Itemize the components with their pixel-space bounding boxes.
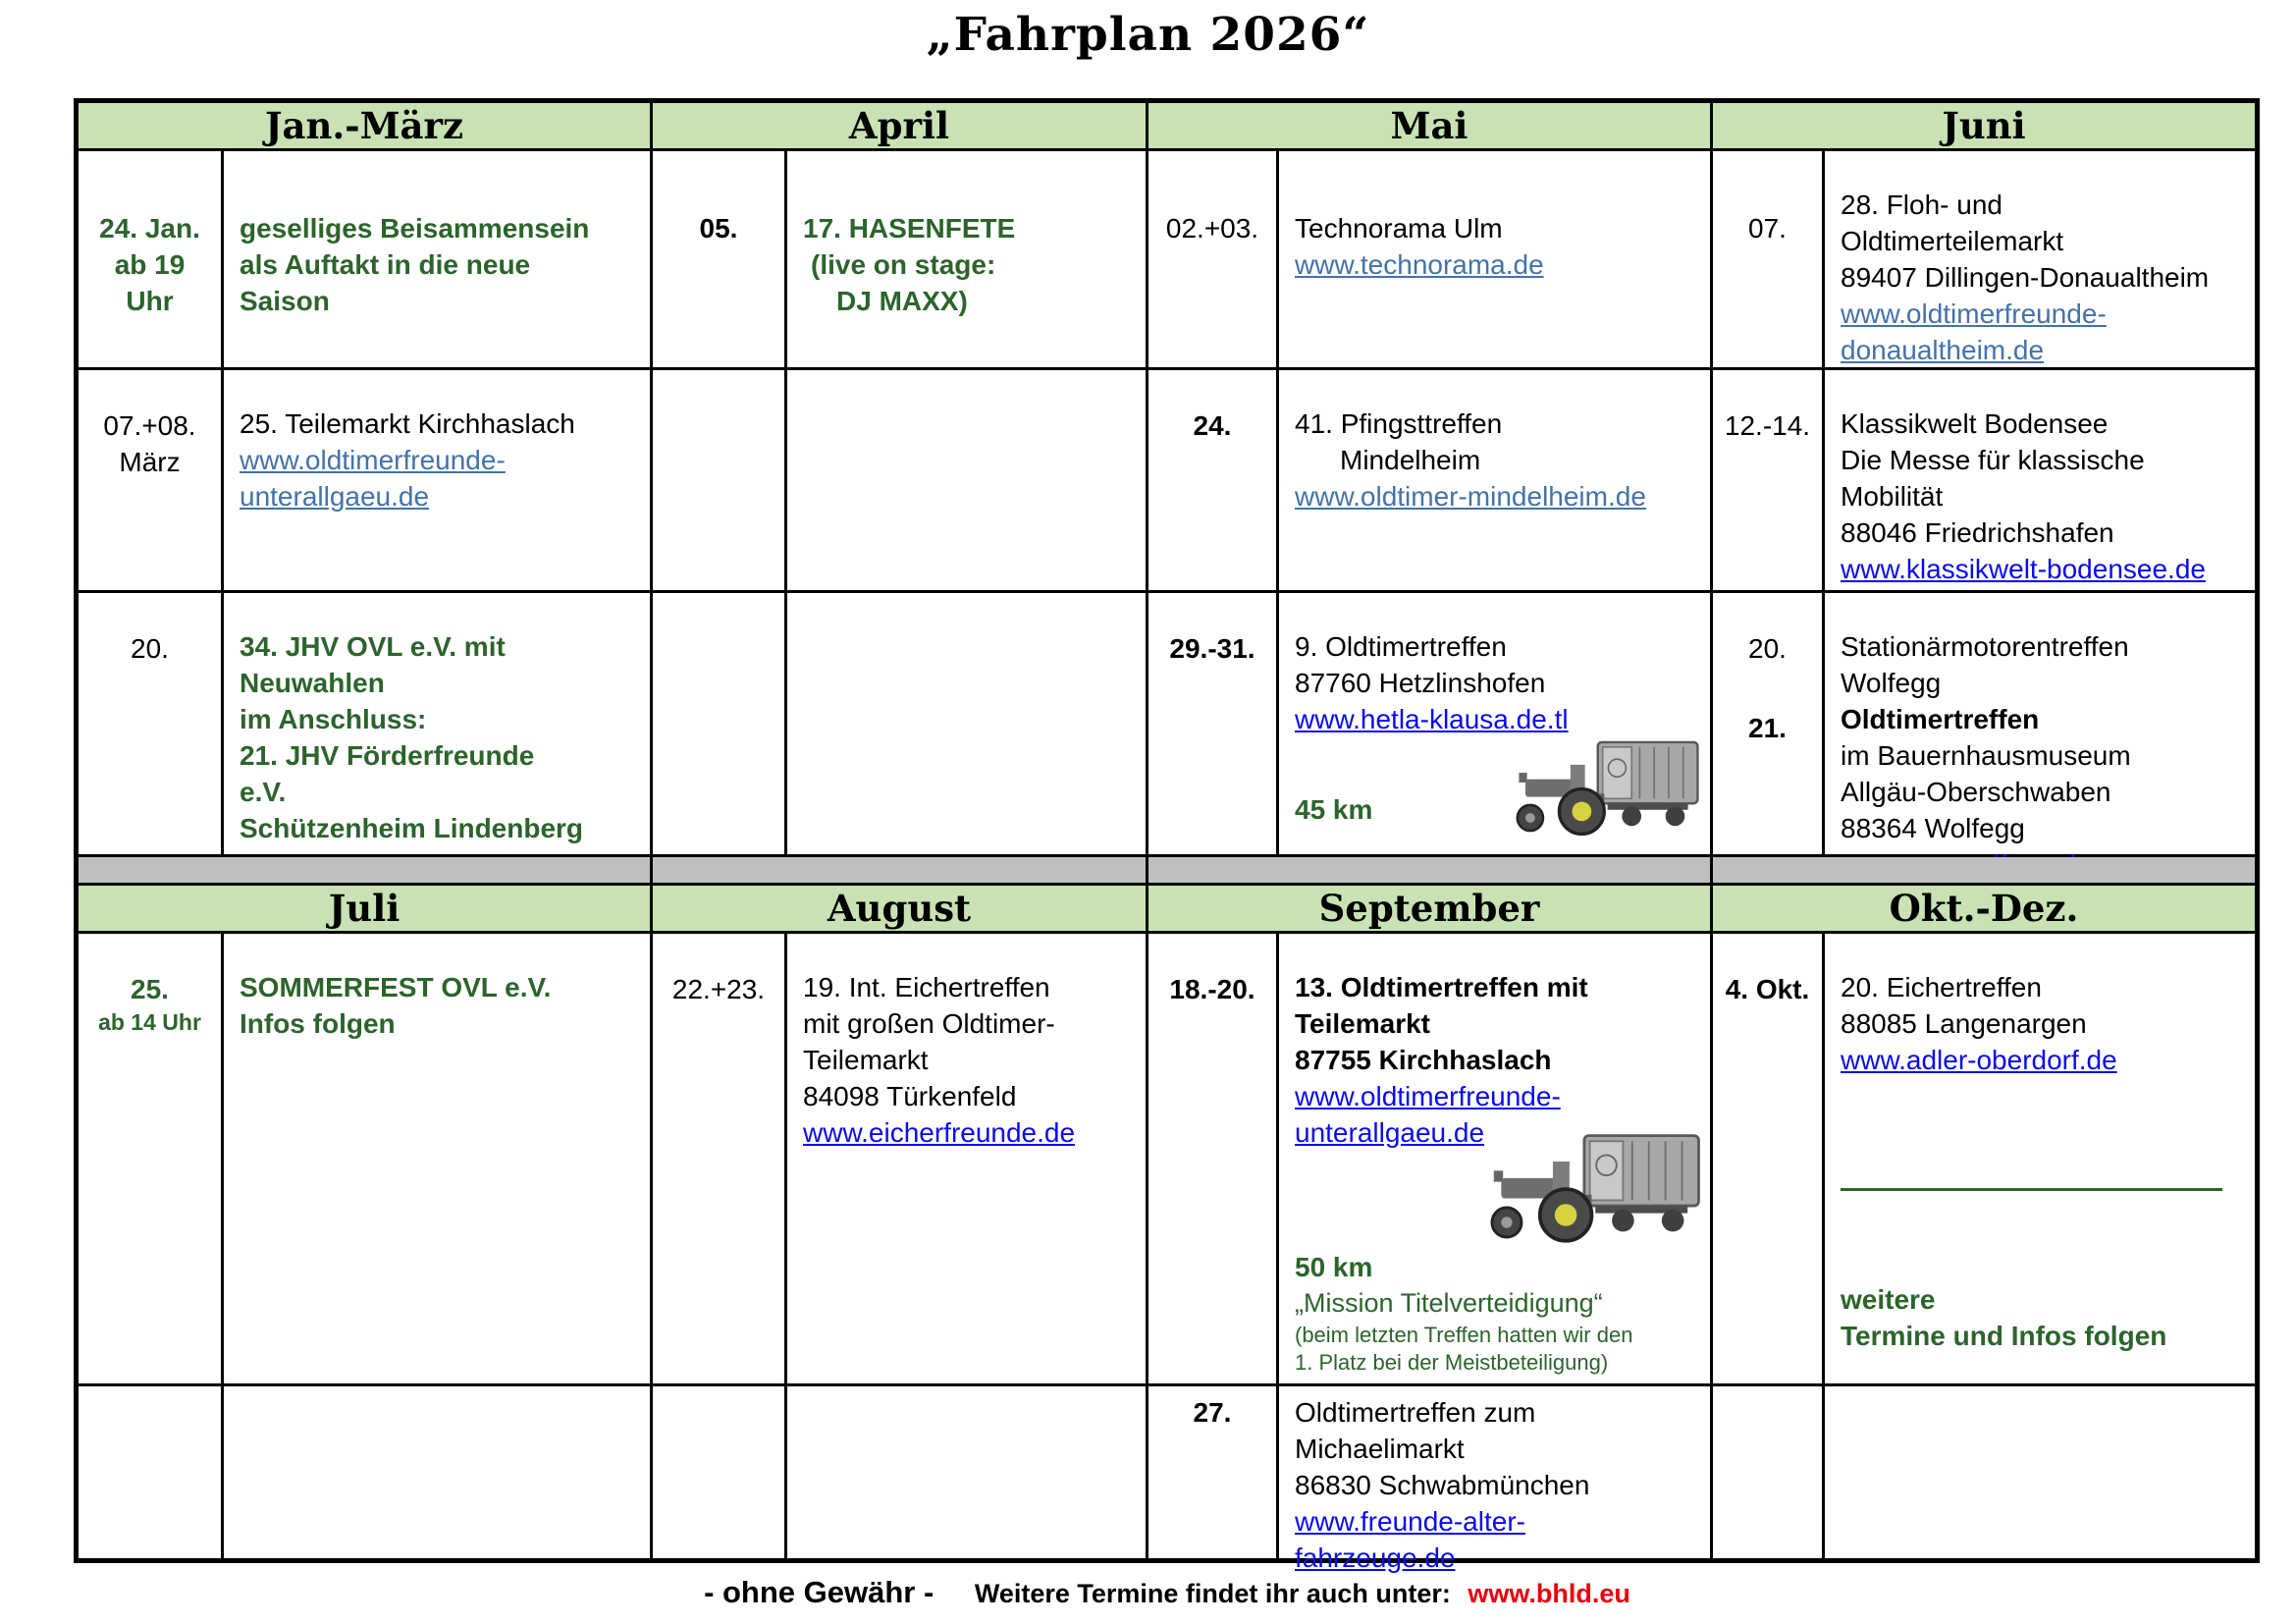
event-text: im Bauernhausmuseum — [1841, 740, 2131, 771]
footer-link[interactable]: www.bhld.eu — [1468, 1579, 1630, 1608]
date-cell — [1713, 370, 1822, 590]
event-text: Oldtimerteilemarkt — [1841, 226, 2064, 256]
separator-band — [1148, 857, 1710, 883]
event-date: ab 19 — [114, 249, 186, 280]
event-text: Klassikwelt Bodensee — [1841, 408, 2109, 439]
separator-band — [79, 857, 650, 883]
event-cell — [1279, 934, 1710, 1383]
divider-line — [1841, 1188, 2222, 1191]
event-link[interactable]: www.klassikwelt-bodensee.de — [1841, 554, 2206, 584]
event-date: 27. — [1193, 1397, 1232, 1428]
event-date: Uhr — [126, 286, 174, 316]
date-cell — [1713, 151, 1822, 367]
event-date: 05. — [699, 213, 738, 244]
event-text: Teilemarkt — [1295, 1008, 1430, 1039]
event-text: Neuwahlen — [240, 668, 385, 698]
date-cell — [653, 934, 784, 1383]
event-text: Technorama Ulm — [1295, 213, 1503, 244]
separator-band — [1713, 857, 2255, 883]
event-date: 18.-20. — [1169, 974, 1255, 1004]
event-text: geselliges Beisammensein — [240, 213, 590, 244]
empty-cell — [653, 1386, 784, 1558]
page-title: „Fahrplan 2026“ — [926, 8, 1370, 62]
event-text: Stationärmotorentreffen — [1841, 631, 2129, 662]
event-date: 29.-31. — [1169, 633, 1255, 664]
month-header-okt-dez: Okt.-Dez. — [1713, 886, 2255, 931]
event-text: 20. Eichertreffen — [1841, 972, 2042, 1002]
event-link[interactable]: fahrzeuge.de — [1295, 1543, 1456, 1573]
date-cell — [79, 370, 221, 590]
empty-cell — [787, 1386, 1146, 1558]
empty-cell — [787, 593, 1146, 854]
event-cell — [1825, 370, 2255, 590]
schedule-table — [74, 98, 2260, 1573]
event-text: als Auftakt in die neue — [240, 249, 531, 280]
event-text: Michaelimarkt — [1295, 1434, 1465, 1464]
event-link[interactable]: unterallgaeu.de — [240, 481, 430, 512]
date-cell — [1148, 151, 1276, 367]
event-cell — [224, 593, 650, 854]
event-text: Saison — [240, 286, 330, 316]
date-cell — [79, 593, 221, 854]
event-text: 88364 Wolfegg — [1841, 813, 2025, 843]
empty-cell — [79, 1386, 221, 1558]
event-text: Mobilität — [1841, 481, 1944, 512]
month-header-jan-maerz: Jan.-März — [79, 103, 650, 148]
footer-more-text: Weitere Termine findet ihr auch unter: — [974, 1579, 1451, 1608]
event-text: 9. Oldtimertreffen — [1295, 631, 1507, 662]
date-cell — [1148, 934, 1276, 1383]
event-link[interactable]: www.oldtimerfreunde- — [1841, 298, 2107, 329]
event-cell — [1825, 151, 2255, 367]
event-text: 88046 Friedrichshafen — [1841, 517, 2114, 548]
event-text: 13. Oldtimertreffen mit — [1295, 972, 1588, 1002]
empty-cell — [1713, 1386, 1822, 1558]
month-header-mai: Mai — [1148, 103, 1710, 148]
event-date: 25. — [131, 974, 169, 1004]
event-link[interactable]: www.oldtimerfreunde- — [240, 445, 506, 475]
event-cell — [224, 370, 650, 590]
event-cell — [1279, 593, 1710, 854]
event-text: 50 km — [1295, 1252, 1373, 1282]
event-text: Oldtimertreffen — [1841, 704, 2040, 734]
event-date: 20. — [131, 633, 169, 664]
event-text: 19. Int. Eichertreffen — [803, 972, 1050, 1002]
event-link[interactable]: www.freunde-alter- — [1295, 1506, 1525, 1537]
event-text: 1. Platz bei der Meistbeteiligung) — [1295, 1350, 1609, 1375]
event-link[interactable]: www.eicherfreunde.de — [803, 1117, 1076, 1148]
month-header-september: September — [1148, 886, 1710, 931]
month-header-april: April — [653, 103, 1146, 148]
event-date: 07.+08. — [103, 410, 196, 441]
event-text: (beim letzten Treffen hatten wir den — [1295, 1323, 1633, 1347]
event-text: 89407 Dillingen-Donaualtheim — [1841, 262, 2210, 293]
event-cell — [1825, 934, 2255, 1383]
event-date: 12.-14. — [1724, 410, 1811, 441]
event-text: 86830 Schwabmünchen — [1295, 1470, 1590, 1500]
empty-cell — [224, 1386, 650, 1558]
event-text: DJ MAXX) — [836, 286, 968, 316]
empty-cell — [653, 370, 784, 590]
event-cell — [1279, 151, 1710, 367]
event-link[interactable]: www.hetla-klausa.de.tl — [1295, 704, 1569, 734]
event-date: März — [119, 447, 181, 477]
event-text: Wolfegg — [1841, 668, 1942, 698]
event-text: 34. JHV OVL e.V. mit — [240, 631, 506, 662]
tractor-trailer-image — [1503, 737, 1704, 846]
event-cell — [787, 934, 1146, 1383]
event-text: SOMMERFEST OVL e.V. — [240, 972, 552, 1002]
empty-cell — [787, 370, 1146, 590]
event-link[interactable]: www.technorama.de — [1295, 249, 1544, 280]
date-cell — [79, 934, 221, 1383]
date-cell — [1148, 1386, 1276, 1558]
disclaimer-text: - ohne Gewähr - — [704, 1575, 934, 1609]
event-date: 24. — [1193, 410, 1232, 441]
event-text: Die Messe für klassische — [1841, 445, 2145, 475]
event-date: 20. — [1748, 633, 1787, 664]
event-date: 21. — [1748, 713, 1787, 743]
event-text: 28. Floh- und — [1841, 189, 2002, 220]
date-cell — [1148, 370, 1276, 590]
event-date: 02.+03. — [1165, 213, 1259, 244]
event-text: Mindelheim — [1340, 445, 1481, 475]
event-text: (live on stage: — [811, 249, 996, 280]
separator-band — [653, 857, 1146, 883]
event-date: 24. Jan. — [99, 213, 200, 244]
tractor-trailer-image — [1475, 1130, 1706, 1255]
event-link[interactable]: www.oldtimer-mindelheim.de — [1295, 481, 1646, 512]
event-text: „Mission Titelverteidigung“ — [1295, 1288, 1603, 1318]
event-date: ab 14 Uhr — [98, 1009, 201, 1035]
event-text: mit großen Oldtimer- — [803, 1008, 1055, 1039]
event-link[interactable]: www.oldtimerfreunde- — [1295, 1081, 1561, 1111]
event-date: 07. — [1748, 213, 1787, 244]
date-cell — [1148, 593, 1276, 854]
event-text: 84098 Türkenfeld — [803, 1081, 1017, 1111]
empty-cell — [1825, 1386, 2255, 1558]
event-text: Infos folgen — [240, 1008, 396, 1039]
empty-cell — [653, 593, 784, 854]
event-text: Oldtimertreffen zum — [1295, 1397, 1536, 1428]
event-cell — [1825, 593, 2255, 854]
event-text: Teilemarkt — [803, 1045, 929, 1075]
event-cell — [1279, 370, 1710, 590]
footer — [74, 1575, 2261, 1610]
event-cell — [224, 151, 650, 367]
event-text: 87755 Kirchhaslach — [1295, 1045, 1552, 1075]
date-cell — [1713, 934, 1822, 1383]
event-link[interactable]: donaualtheim.de — [1841, 335, 2045, 365]
event-date: 22.+23. — [671, 974, 766, 1004]
date-cell — [653, 151, 784, 367]
event-cell — [224, 934, 650, 1383]
event-text: 21. JHV Förderfreunde — [240, 740, 535, 771]
event-link[interactable]: unterallgaeu.de — [1295, 1117, 1485, 1148]
event-text: 88085 Langenargen — [1841, 1008, 2087, 1039]
event-cell — [787, 151, 1146, 367]
month-header-august: August — [653, 886, 1146, 931]
event-text: weitere — [1841, 1284, 1936, 1315]
event-text: Allgäu-Oberschwaben — [1841, 777, 2111, 807]
event-link[interactable]: www.adler-oberdorf.de — [1841, 1045, 2117, 1075]
event-text: 87760 Hetzlinshofen — [1295, 668, 1546, 698]
event-cell — [1279, 1386, 1710, 1573]
event-text: 17. HASENFETE — [803, 213, 1016, 244]
date-cell — [79, 151, 221, 367]
event-date: 4. Okt. — [1725, 974, 1810, 1004]
event-text: e.V. — [240, 777, 287, 807]
event-text: im Anschluss: — [240, 704, 427, 734]
month-header-juni: Juni — [1713, 103, 2255, 148]
event-text: Schützenheim Lindenberg — [240, 813, 584, 843]
date-cell — [1713, 593, 1822, 854]
event-text: 25. Teilemarkt Kirchhaslach — [240, 408, 575, 439]
event-text: 45 km — [1295, 794, 1373, 825]
event-text: Termine und Infos folgen — [1841, 1321, 2167, 1351]
month-header-juli: Juli — [79, 886, 650, 931]
event-text: 41. Pfingsttreffen — [1295, 408, 1503, 439]
